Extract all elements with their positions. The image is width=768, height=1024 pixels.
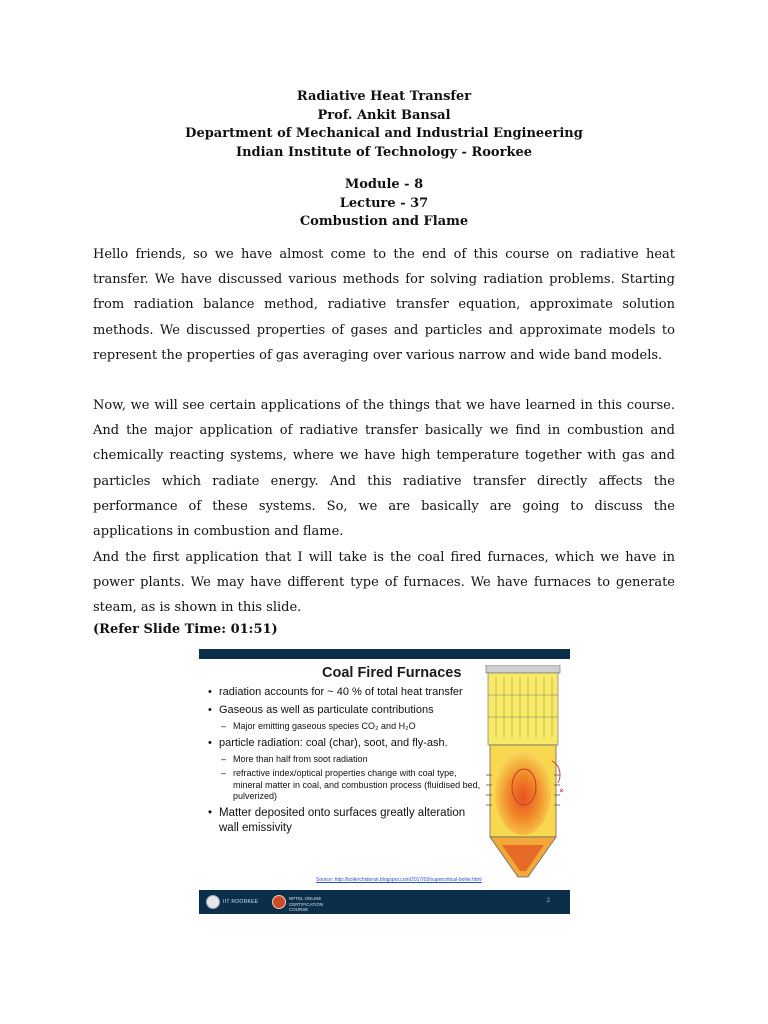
institute-name: Indian Institute of Technology - Roorkee	[236, 144, 532, 160]
nptel-logo-icon	[272, 895, 286, 909]
slide-top-bar	[199, 649, 570, 659]
course-title: Radiative Heat Transfer	[296, 89, 472, 104]
slide-bullet-list	[207, 685, 485, 839]
footer-course-text: NPTEL ONLINE CERTIFICATION COURSE	[289, 896, 324, 912]
professor-name: Prof. Ankit Bansal	[317, 107, 451, 123]
paragraph-intro: Hello friends, so we have almost come to the end of this course on radiative heat transfer. We have discussed various methods for solving radiation problems. Starting from radiation balance method, radiative transfer equation, approximate solution methods. We discussed properties of gases and particles and approximate models to represent the properties of gas averaging over various narrow and wide band models.	[93, 247, 675, 363]
slide-bullet: • Matter deposited onto surfaces greatly alteration wall emissivity	[207, 806, 485, 836]
slide-sub-bullet: – refractive index/optical properties change with coal type, mineral matter in coal, and combustion process (fluidised bed, pulverized)	[207, 768, 485, 803]
department-name: Department of Mechanical and Industrial Engineering	[185, 126, 583, 141]
lecture-slide-image	[199, 649, 570, 914]
slide-bullet: • Gaseous as well as particulate contributions	[207, 703, 485, 718]
slide-page-number: 2	[546, 898, 550, 904]
lecture-header	[0, 88, 768, 232]
slide-source-link: Source: http://boilerchidoran.blogspot.com/2017/03/supercritical-boiler.html	[316, 877, 482, 883]
iit-roorkee-logo-icon	[206, 895, 220, 909]
slide-footer-bar	[199, 890, 570, 914]
paragraph-applications: Now, we will see certain applications of the things that we have learned in this course. And the major application of radiative transfer basically we find in combustion and chemically reacting systems, where we have high temperature together with gas and particles which radiate energy. And this radiative transfer directly affects the performance of these systems. So, we are basically are going to discuss the applications in combustion and flame.	[93, 398, 675, 540]
refer-slide-time: (Refer Slide Time: 01:51)	[93, 622, 278, 637]
slide-sub-bullet: – Major emitting gaseous species CO₂ and H₂O	[207, 721, 485, 733]
lecture-topic: Combustion and Flame	[299, 214, 469, 229]
boiler-diagram	[482, 665, 566, 887]
paragraph-furnaces: And the first application that I will take is the coal fired furnaces, which we have in power plants. We may have different type of furnaces. We have furnaces to generate steam, as is shown in this slide.	[93, 550, 675, 616]
footer-institute-text: IIT ROORKEE	[223, 899, 259, 905]
lecture-number: Lecture - 37	[339, 195, 429, 211]
slide-sub-bullet: – More than half from soot radiation	[207, 754, 485, 766]
slide-bullet: • particle radiation: coal (char), soot, and fly-ash.	[207, 736, 485, 751]
slide-title: Coal Fired Furnaces	[322, 665, 462, 681]
slide-bullet: • radiation accounts for ~ 40 % of total heat transfer	[207, 685, 485, 700]
module-number: Module - 8	[344, 177, 424, 192]
